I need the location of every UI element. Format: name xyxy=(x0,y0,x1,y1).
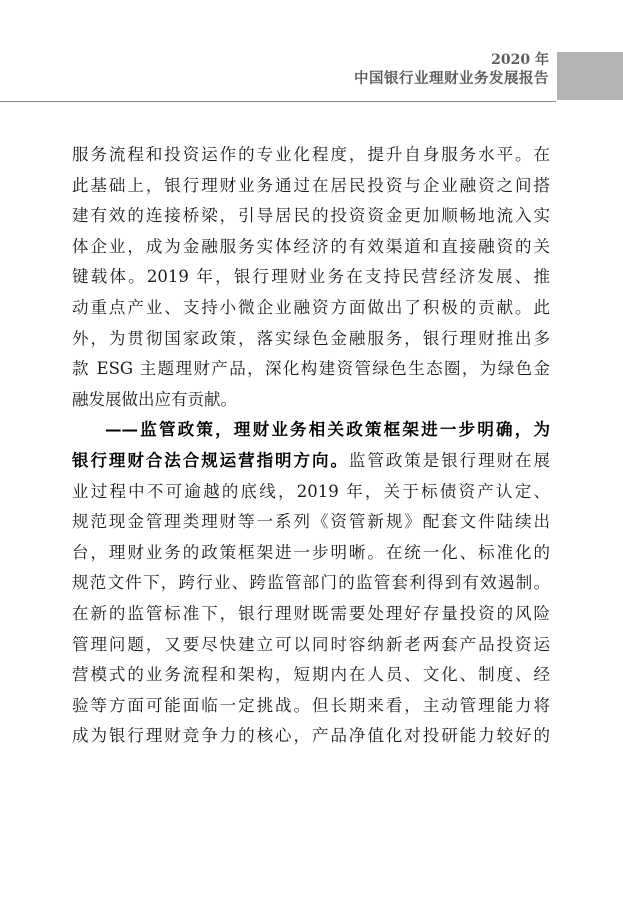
paragraph-2 xyxy=(72,415,550,752)
text-line: 体企业，成为金融服务实体经济的有效渠道和直接融资的关 xyxy=(72,236,550,256)
text-line: 业过程中不可逾越的底线，2019 年，关于标债资产认定、 xyxy=(72,481,550,501)
body-text xyxy=(72,140,550,752)
header-year: 2020 年 xyxy=(491,52,549,68)
chapter-tab xyxy=(557,52,623,100)
text-line: 键载体。2019 年，银行理财业务在支持民营经济发展、推 xyxy=(72,267,550,287)
paragraph-1 xyxy=(72,140,550,415)
text-line xyxy=(72,446,550,477)
running-header xyxy=(354,52,549,88)
text-line: 在新的监管标准下，银行理财既需要处理好存量投资的风险 xyxy=(72,603,550,623)
header-report-title: 中国银行业理财业务发展报告 xyxy=(354,69,549,87)
text-line: 外，为贯彻国家政策，落实绿色金融服务，银行理财推出多 xyxy=(72,328,550,348)
text-line: 动重点产业、支持小微企业融资方面做出了积极的贡献。此 xyxy=(72,297,550,317)
text-line: 款 ESG 主题理财产品，深化构建资管绿色生态圈，为绿色金 xyxy=(72,359,550,379)
text-line: 服务流程和投资运作的专业化程度，提升自身服务水平。在 xyxy=(72,145,550,164)
text-line: 台，理财业务的政策框架进一步明晰。在统一化、标准化的 xyxy=(72,542,550,562)
text-line: 成为银行理财竞争力的核心，产品净值化对投研能力较好的 xyxy=(72,726,550,746)
text-line: 营模式的业务流程和架构，短期内在人员、文化、制度、经 xyxy=(72,665,550,685)
bold-heading-line: ——监管政策，理财业务相关政策框架进一步明确，为 xyxy=(105,420,550,440)
header-rule xyxy=(0,101,556,102)
inline-text: 监管政策是银行理财在展 xyxy=(348,450,550,470)
text-line: 此基础上，银行理财业务通过在居民投资与企业融资之间搭 xyxy=(72,175,550,195)
text-line: 规范现金管理类理财等一系列《资管新规》配套文件陆续出 xyxy=(72,512,550,532)
text-line: 验等方面可能面临一定挑战。但长期来看，主动管理能力将 xyxy=(72,695,550,715)
text-line: 管理问题，又要尽快建立可以同时容纳新老两套产品投资运 xyxy=(72,634,550,654)
text-line: 规范文件下，跨行业、跨监管部门的监管套利得到有效遏制。 xyxy=(72,573,550,593)
bold-heading-text: 银行理财合法合规运营指明方向。 xyxy=(72,450,349,470)
text-line: 融发展做出应有贡献。 xyxy=(72,389,237,409)
text-line: 建有效的连接桥梁，引导居民的投资资金更加顺畅地流入实 xyxy=(72,206,550,226)
